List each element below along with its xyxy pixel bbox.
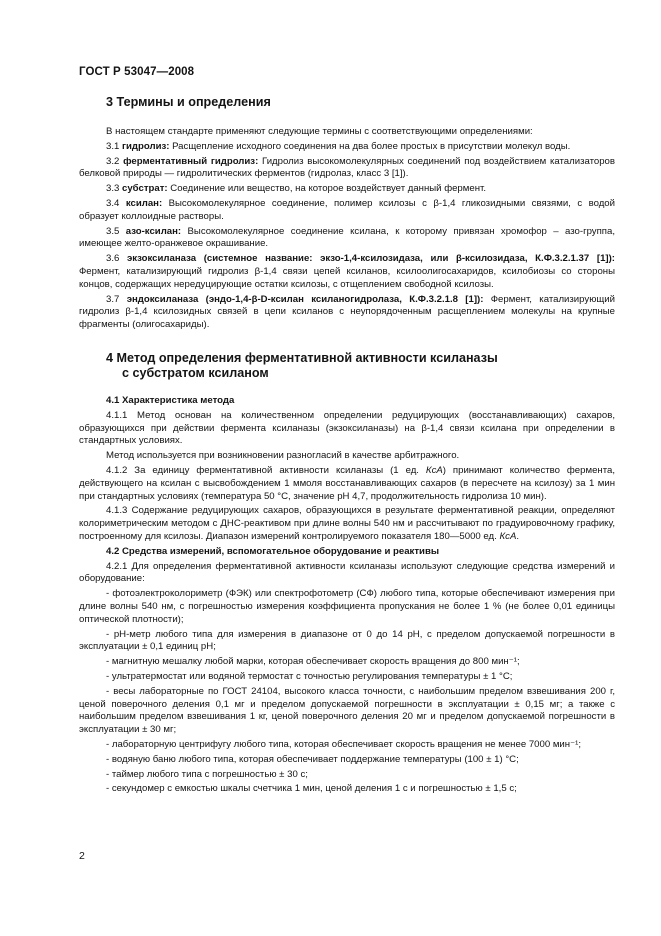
text-part: 4.1.2 За единицу ферментативной активности ксиланазы (1 ед. <box>106 464 426 476</box>
equipment-item: - фотоэлектроколориметр (ФЭК) или спектрофотометр (СФ) любого типа, которые обеспечивают измерения при длине волны 540 нм, с погрешностью измерения коэффициента пропускания не более 1 % (не более 0,01 единицы оптической плотности); <box>79 588 615 625</box>
unit-ksa: КсА <box>499 530 517 542</box>
term-name: ксилан: <box>125 197 163 209</box>
section-3-heading: 3 Термины и определения <box>106 95 271 109</box>
paragraph-4-1-3 <box>79 505 615 543</box>
section-4-heading-line1: 4 Метод определения ферментативной активности ксиланазы <box>106 351 498 365</box>
term-definition: Гидролиз высокомолекулярных соединений под воздействием катализаторов белковой природы — гидролитических ферментов (гидролаз, класс 3 [1]). <box>79 155 615 180</box>
section-3-intro: В настоящем стандарте применяют следующие термины с соответствующими определениями: <box>106 126 533 137</box>
term-3-4 <box>79 198 615 224</box>
document-id: ГОСТ Р 53047—2008 <box>79 66 195 78</box>
paragraph-4-1-1: 4.1.1 Метод основан на количественном определении редуцирующих (восстанавливающих) сахаров, образующихся при действии фермента ксиланазы (экзоксиланазы) на β-1,4 связи ксилана при определении в стандартных условиях. <box>79 409 615 447</box>
term-name: ферментативный гидролиз: <box>123 155 259 167</box>
term-definition: Соединение или вещество, на которое воздействует данный фермент. <box>167 183 486 195</box>
term-number: 3.3 <box>106 183 123 195</box>
equipment-item: - рН-метр любого типа для измерения в диапазоне от 0 до 14 рН, с пределом допускаемой погрешности в эксплуатации ± 0,1 единиц рН; <box>79 628 615 653</box>
term-number: 3.7 <box>106 293 127 305</box>
equipment-item: - секундомер с емкостью шкалы счетчика 1 мин, ценой деления 1 с и погрешностью ± 1,5 с; <box>106 783 517 795</box>
paragraph-arbitration: Метод используется при возникновении разногласий в качестве арбитражного. <box>106 450 460 462</box>
term-number: 3.1 <box>106 140 123 152</box>
term-name: гидролиз: <box>122 140 170 152</box>
unit-ksa: КсА <box>425 464 443 476</box>
term-name: азо-ксилан: <box>125 225 182 237</box>
section-3-body <box>79 126 615 334</box>
term-3-1 <box>79 141 615 154</box>
page-number: 2 <box>79 850 85 862</box>
equipment-item: - ультратермостат или водяной термостат с точностью регулирования температуры ± 1 °С; <box>106 670 513 682</box>
section-4-body <box>79 395 615 798</box>
text-part: . <box>516 530 520 542</box>
term-3-3 <box>79 183 615 196</box>
term-definition: Высокомолекулярное соединение, полимер ксилозы с β-1,4 гликозидными связями, с водой образует коллоидные растворы. <box>79 197 615 222</box>
text-part: ) принимают количество фермента, действующего на ксилан с высвобождением 1 ммоля восстанавливающих сахаров (в пересчете на ксилозу) за 1 мин при стандартных условиях (температура 50 °С, значение рН 4,7, продолжительность гидролиза 10 мин). <box>79 464 615 502</box>
term-3-5 <box>79 226 615 252</box>
term-number: 3.6 <box>106 253 127 265</box>
equipment-item: - магнитную мешалку любой марки, которая обеспечивает скорость вращения до 800 мин⁻¹; <box>106 656 520 668</box>
term-definition: Фермент, катализирующий гидролиз β-1,4 ксилозидных связей в цепи ксиланов с неупорядоченным расщеплением молекулы на крупные фрагменты (олигосахариды). <box>79 293 615 331</box>
text-part: 4.1.3 Содержание редуцирующих сахаров, образующихся в результате ферментативной реакции, определяют колориметрическим методом с ДНС-реактивом при длине волны 540 нм и рассчитывают по градуировочному графику, построенному для ксилозы. Диапазон измерений контролируемого показателя 180—5000 ед. <box>79 505 615 542</box>
section-4-heading-line2: с субстратом ксиланом <box>122 366 269 380</box>
equipment-item: - таймер любого типа с погрешностью ± 30 с; <box>106 768 308 780</box>
equipment-item: - лабораторную центрифугу любого типа, которая обеспечивает скорость вращения не менее 7000 мин⁻¹; <box>106 738 582 750</box>
term-number: 3.4 <box>106 197 126 209</box>
term-name: экзоксиланаза (системное название: экзо-1,4-ксилозидаза, или β-ксилозидаза, К.Ф.3.2.1.37 [1]): <box>127 253 615 265</box>
subsection-4-2-heading: 4.2 Средства измерений, вспомогательное оборудование и реактивы <box>106 545 440 557</box>
equipment-item: - весы лабораторные по ГОСТ 24104, высокого класса точности, с наибольшим пределом взвешивания 200 г, ценой поверочного деления 0,1 мг и пределом допускаемой погрешности в эксплуатации ± 0,15 мг; а также с наибольшим пределом взвешивания 1 кг, ценой поверочного деления 20 мг и пределом допускаемой погрешности в эксплуатации ± 30 мг; <box>79 685 615 736</box>
term-3-2 <box>79 156 615 182</box>
term-definition: Высокомолекулярное соединение ксилана, к которому привязан хромофор – азо-группа, имеющее желто-оранжевое окрашивание. <box>79 225 615 250</box>
term-definition: Расщепление исходного соединения на два более простых в присутствии молекул воды. <box>169 140 571 152</box>
term-name: субстрат: <box>122 183 168 195</box>
term-number: 3.5 <box>106 225 126 237</box>
term-number: 3.2 <box>106 155 124 167</box>
term-name: эндоксиланаза (эндо-1,4-β-D-ксилан ксиланогидролаза, К.Ф.3.2.1.8 [1]): <box>126 293 484 305</box>
paragraph-4-1-2 <box>79 465 615 503</box>
subsection-4-1-heading: 4.1 Характеристика метода <box>106 395 235 406</box>
equipment-item: - водяную баню любого типа, которая обеспечивает поддержание температуры (100 ± 1) °С; <box>106 753 519 765</box>
term-3-7 <box>79 294 615 332</box>
paragraph-4-2-1: 4.2.1 Для определения ферментативной активности ксиланазы используют следующие средства измерений и оборудование: <box>79 560 615 585</box>
term-definition: Фермент, катализирующий гидролиз β-1,4 связи цепей ксиланов, ксилоолигосахаридов, ксилобиозы со стороны концов, содержащих нередуцирующие остатки ксилозы, с отщеплением свободной ксилозы. <box>79 265 615 290</box>
term-3-6 <box>79 253 615 291</box>
